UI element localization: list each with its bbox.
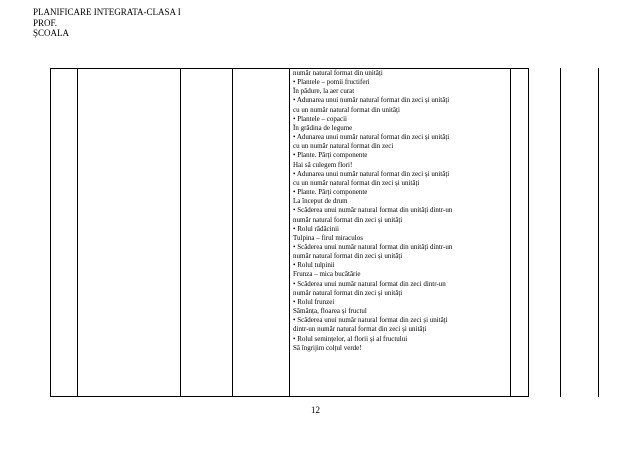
content-line: număr natural format din zeci și unități	[293, 252, 403, 261]
content-line: cu un număr natural format din zeci și unități	[293, 178, 420, 187]
page-number: 12	[311, 405, 320, 415]
content-line: număr natural format din zeci și unități	[293, 215, 403, 224]
content-line: număr natural format din unități	[293, 69, 383, 77]
content-line: cu un număr natural format din unități	[293, 105, 400, 114]
content-line: În pădure, la aer curat	[293, 87, 355, 96]
content-line: • Rolul rădăcinii	[293, 224, 339, 233]
header-title: PLANIFICARE INTEGRATA-CLASA I	[33, 7, 181, 17]
content-line: • Rolul frunzei	[293, 297, 335, 306]
column-border	[598, 68, 599, 397]
content-line: • Plantele – pomii fructiferi	[293, 78, 370, 87]
column-border	[528, 68, 529, 397]
content-line: Hai să culegem flori!	[293, 160, 353, 169]
content-line: • Adunarea unui număr natural format din zeci și unități	[293, 133, 450, 142]
content-line: • Plantele – copacii	[293, 114, 347, 123]
content-line: • Scăderea unui număr natural format din unități dintr-un	[293, 242, 453, 251]
content-line: • Rolul tulpinii	[293, 261, 335, 270]
content-cell	[293, 69, 505, 353]
column-border	[560, 68, 561, 397]
page-header	[33, 7, 181, 39]
content-line: • Scăderea unui număr natural format din zeci dintr-un	[293, 279, 446, 288]
content-line: Frunza – mica bucătărie	[293, 270, 361, 279]
column-border	[232, 68, 233, 397]
content-line: Să îngrijim colțul verde!	[293, 343, 362, 352]
content-line: Sămânța, floarea și fructul	[293, 307, 367, 316]
content-line: cu un număr natural format din zeci	[293, 142, 394, 151]
content-line: dintr-un număr natural format din zeci și unități	[293, 325, 427, 334]
content-line: • Plante. Părți componente	[293, 151, 368, 160]
column-border	[289, 68, 290, 397]
header-teacher: PROF.	[33, 17, 58, 28]
content-line: În grădina de legume	[293, 123, 353, 132]
content-line: număr natural format din zeci și unități	[293, 288, 403, 297]
content-line: Tulpina – firul miraculos	[293, 233, 363, 242]
content-line: • Rolul semințelor, al florii și al fructului	[293, 334, 408, 343]
content-line: • Adunarea unui număr natural format din zeci și unități	[293, 96, 450, 105]
column-border	[77, 68, 78, 397]
content-line: • Plante. Părți componente	[293, 188, 368, 197]
column-border	[510, 68, 511, 397]
content-line: • Adunarea unui număr natural format din zeci și unități	[293, 169, 450, 178]
content-line: La început de drum	[293, 197, 348, 206]
header-school: ȘCOALA	[33, 28, 70, 38]
column-border	[50, 68, 51, 397]
content-line: • Scăderea unui număr natural format din zeci și unități	[293, 316, 448, 325]
content-line: • Scăderea unui număr natural format din unități dintr-un	[293, 206, 453, 215]
column-border	[180, 68, 181, 397]
